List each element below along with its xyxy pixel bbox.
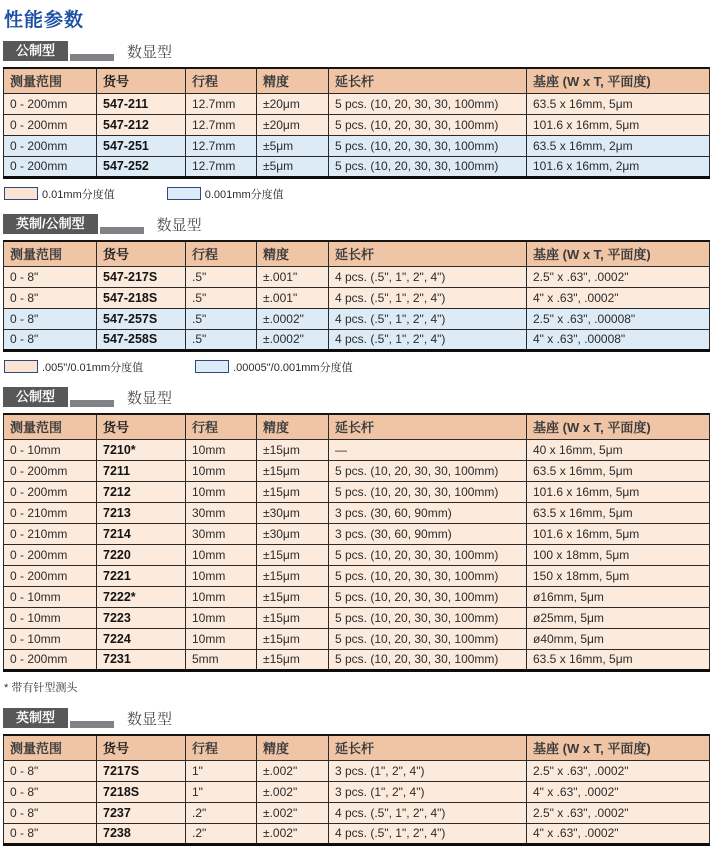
legend-label: 0.01mm分度值 [42,188,115,201]
blue-swatch [195,360,229,373]
table-cell: 150 x 18mm, 5μm [527,566,710,587]
table-cell: 4 pcs. (.5", 1", 2", 4") [329,309,527,330]
table-cell: 63.5 x 16mm, 5μm [527,503,710,524]
table-cell: 10mm [186,482,257,503]
legend-label: 0.001mm分度值 [204,188,284,201]
table-cell: 4" x .63", .00008" [527,330,710,351]
table-row [4,115,710,136]
table-cell: 4" x .63", .0002" [527,824,710,845]
page-title: 性能参数 [4,10,85,31]
table-row [4,524,710,545]
table-cell: ±15μm [257,461,329,482]
table-cell: 2.5" x .63", .0002" [527,803,710,824]
table-body [4,440,710,671]
column-header: 延长杆 [329,414,527,440]
table-cell: 0 - 210mm [4,524,97,545]
type-label: 数显型 [127,711,173,728]
table-cell: 10mm [186,587,257,608]
table-cell: 40 x 16mm, 5μm [527,440,710,461]
header-row [4,68,710,94]
column-header: 精度 [257,68,329,94]
header-row [4,241,710,267]
column-header: 延长杆 [329,241,527,267]
table-cell: 0 - 8" [4,824,97,845]
table-row [4,629,710,650]
table-row [4,94,710,115]
column-header: 测量范围 [4,735,97,761]
order-number-cell: 547-211 [97,94,186,115]
table-cell: ±15μm [257,566,329,587]
table-cell: 3 pcs. (30, 60, 90mm) [329,503,527,524]
column-header: 测量范围 [4,241,97,267]
column-header: 基座 (W x T, 平面度) [527,241,710,267]
type-label: 数显型 [127,44,173,61]
order-number-cell: 7222* [97,587,186,608]
badge-underline-bar [70,721,114,728]
table-cell: ±15μm [257,650,329,671]
legend [4,359,710,374]
table-cell: 5 pcs. (10, 20, 30, 30, 100mm) [329,157,527,178]
table-cell: 0 - 10mm [4,608,97,629]
table-row [4,545,710,566]
table-cell: 4 pcs. (.5", 1", 2", 4") [329,330,527,351]
table-row [4,503,710,524]
column-header: 测量范围 [4,68,97,94]
order-number-cell: 7211 [97,461,186,482]
type-label: 数显型 [156,217,202,234]
table-cell: 63.5 x 16mm, 2μm [527,136,710,157]
table-cell: 10mm [186,629,257,650]
column-header: 基座 (W x T, 平面度) [527,414,710,440]
table-cell: 30mm [186,524,257,545]
table-cell: 0 - 200mm [4,115,97,136]
section-header [3,387,710,407]
table-cell: ø25mm, 5μm [527,608,710,629]
table-body [4,761,710,845]
table-row [4,157,710,178]
section-badge: 英制型 [3,708,68,728]
table-cell: 4 pcs. (.5", 1", 2", 4") [329,824,527,845]
legend-label: .00005"/0.001mm分度值 [233,361,353,374]
table-cell: 10mm [186,608,257,629]
table-cell: 0 - 200mm [4,94,97,115]
table-cell: 101.6 x 16mm, 2μm [527,157,710,178]
legend-label: .005"/0.01mm分度值 [42,361,144,374]
spec-section [3,214,710,374]
order-number-cell: 547-252 [97,157,186,178]
table-cell: 12.7mm [186,94,257,115]
table-cell: 10mm [186,545,257,566]
table-cell: ±.002" [257,761,329,782]
legend-item [4,186,115,202]
header-row [4,735,710,761]
table-cell: 30mm [186,503,257,524]
order-number-cell: 547-258S [97,330,186,351]
table-cell: ±5μm [257,157,329,178]
section-header [3,214,710,234]
table-cell: 63.5 x 16mm, 5μm [527,650,710,671]
order-number-cell: 7218S [97,782,186,803]
table-cell: ±15μm [257,545,329,566]
column-header: 货号 [97,414,186,440]
table-cell: 0 - 8" [4,330,97,351]
table-cell: ±.001" [257,288,329,309]
table-cell: 5 pcs. (10, 20, 30, 30, 100mm) [329,461,527,482]
order-number-cell: 7223 [97,608,186,629]
table-cell: 5 pcs. (10, 20, 30, 30, 100mm) [329,566,527,587]
column-header: 延长杆 [329,68,527,94]
table-cell: ±15μm [257,440,329,461]
table-cell: 12.7mm [186,136,257,157]
order-number-cell: 547-251 [97,136,186,157]
table-cell: 63.5 x 16mm, 5μm [527,461,710,482]
table-cell: 5mm [186,650,257,671]
spec-table [3,240,710,352]
spec-table [3,413,710,672]
legend-item [4,359,143,375]
order-number-cell: 7224 [97,629,186,650]
table-cell: 5 pcs. (10, 20, 30, 30, 100mm) [329,115,527,136]
table-cell: ±.0002" [257,309,329,330]
table-body [4,267,710,351]
header-row [4,414,710,440]
order-number-cell: 7214 [97,524,186,545]
table-cell: 2.5" x .63", .0002" [527,761,710,782]
table-cell: 5 pcs. (10, 20, 30, 30, 100mm) [329,136,527,157]
table-row [4,309,710,330]
table-cell: 4 pcs. (.5", 1", 2", 4") [329,803,527,824]
table-head [4,414,710,440]
spec-table [3,67,710,179]
table-cell: 0 - 200mm [4,136,97,157]
column-header: 基座 (W x T, 平面度) [527,68,710,94]
table-row [4,482,710,503]
table-row [4,650,710,671]
table-cell: .5" [186,288,257,309]
spec-section [3,387,710,695]
table-cell: 5 pcs. (10, 20, 30, 30, 100mm) [329,545,527,566]
column-header: 测量范围 [4,414,97,440]
legend-item [195,359,352,375]
column-header: 精度 [257,414,329,440]
table-cell: 10mm [186,461,257,482]
column-header: 货号 [97,735,186,761]
table-cell: 101.6 x 16mm, 5μm [527,115,710,136]
table-cell: 12.7mm [186,115,257,136]
column-header: 行程 [186,241,257,267]
table-cell: 5 pcs. (10, 20, 30, 30, 100mm) [329,629,527,650]
table-cell: 0 - 200mm [4,650,97,671]
table-cell: 2.5" x .63", .00008" [527,309,710,330]
order-number-cell: 547-212 [97,115,186,136]
table-cell: 1" [186,782,257,803]
order-number-cell: 7217S [97,761,186,782]
table-cell: 4 pcs. (.5", 1", 2", 4") [329,267,527,288]
table-cell: 0 - 200mm [4,545,97,566]
table-cell: 12.7mm [186,157,257,178]
table-row [4,461,710,482]
table-cell: .2" [186,803,257,824]
table-cell: 0 - 200mm [4,461,97,482]
table-cell: — [329,440,527,461]
table-cell: 4" x .63", .0002" [527,288,710,309]
table-row [4,608,710,629]
order-number-cell: 7210* [97,440,186,461]
order-number-cell: 7213 [97,503,186,524]
table-cell: 1" [186,761,257,782]
table-cell: 5 pcs. (10, 20, 30, 30, 100mm) [329,587,527,608]
table-cell: 0 - 200mm [4,482,97,503]
spec-table [3,734,710,846]
table-cell: 4 pcs. (.5", 1", 2", 4") [329,288,527,309]
table-cell: ±15μm [257,587,329,608]
table-row [4,824,710,845]
table-row [4,330,710,351]
table-cell: ±.001" [257,267,329,288]
table-cell: ±5μm [257,136,329,157]
order-number-cell: 547-217S [97,267,186,288]
legend-item [167,186,284,202]
peach-swatch [4,187,38,200]
table-cell: 3 pcs. (1", 2", 4") [329,782,527,803]
table-cell: 0 - 200mm [4,566,97,587]
table-row [4,267,710,288]
spec-section [3,41,710,201]
column-header: 基座 (W x T, 平面度) [527,735,710,761]
section-header [3,41,710,61]
order-number-cell: 7220 [97,545,186,566]
table-head [4,241,710,267]
table-cell: 4" x .63", .0002" [527,782,710,803]
type-label: 数显型 [127,390,173,407]
table-body [4,94,710,178]
table-cell: 0 - 8" [4,267,97,288]
order-number-cell: 7238 [97,824,186,845]
table-cell: 5 pcs. (10, 20, 30, 30, 100mm) [329,608,527,629]
order-number-cell: 7221 [97,566,186,587]
column-header: 货号 [97,68,186,94]
table-cell: 101.6 x 16mm, 5μm [527,482,710,503]
column-header: 行程 [186,735,257,761]
table-cell: ±.002" [257,824,329,845]
table-cell: 0 - 10mm [4,440,97,461]
table-cell: ±15μm [257,608,329,629]
column-header: 行程 [186,68,257,94]
table-cell: 5 pcs. (10, 20, 30, 30, 100mm) [329,650,527,671]
table-row [4,288,710,309]
table-cell: 0 - 8" [4,803,97,824]
section-badge: 公制型 [3,387,68,407]
table-cell: ±.0002" [257,330,329,351]
column-header: 行程 [186,414,257,440]
spec-section [3,708,710,846]
table-cell: 2.5" x .63", .0002" [527,267,710,288]
table-cell: 0 - 8" [4,782,97,803]
table-cell: .5" [186,267,257,288]
table-cell: .5" [186,330,257,351]
order-number-cell: 7237 [97,803,186,824]
table-cell: 0 - 8" [4,761,97,782]
table-cell: .2" [186,824,257,845]
table-cell: 3 pcs. (1", 2", 4") [329,761,527,782]
section-header [3,708,710,728]
sections-container [3,41,710,846]
table-row [4,782,710,803]
column-header: 精度 [257,241,329,267]
table-head [4,68,710,94]
column-header: 延长杆 [329,735,527,761]
table-cell: ±20μm [257,115,329,136]
column-header: 货号 [97,241,186,267]
table-cell: ±.002" [257,782,329,803]
table-row [4,136,710,157]
table-row [4,566,710,587]
table-cell: ø16mm, 5μm [527,587,710,608]
table-cell: ±30μm [257,524,329,545]
table-head [4,735,710,761]
table-cell: ø40mm, 5μm [527,629,710,650]
section-badge: 公制型 [3,41,68,61]
table-row [4,761,710,782]
table-cell: .5" [186,309,257,330]
order-number-cell: 547-257S [97,309,186,330]
table-cell: 0 - 200mm [4,157,97,178]
table-cell: 3 pcs. (30, 60, 90mm) [329,524,527,545]
table-row [4,587,710,608]
order-number-cell: 7212 [97,482,186,503]
table-cell: 63.5 x 16mm, 5μm [527,94,710,115]
table-cell: 10mm [186,440,257,461]
table-cell: ±20μm [257,94,329,115]
table-cell: ±30μm [257,503,329,524]
table-cell: 0 - 8" [4,309,97,330]
table-cell: 5 pcs. (10, 20, 30, 30, 100mm) [329,94,527,115]
table-cell: 0 - 10mm [4,629,97,650]
table-cell: ±15μm [257,482,329,503]
table-row [4,803,710,824]
table-cell: ±.002" [257,803,329,824]
peach-swatch [4,360,38,373]
badge-underline-bar [100,227,144,234]
table-cell: 10mm [186,566,257,587]
order-number-cell: 7231 [97,650,186,671]
blue-swatch [167,187,201,200]
legend [4,186,710,201]
table-cell: 0 - 10mm [4,587,97,608]
table-cell: ±15μm [257,629,329,650]
table-cell: 5 pcs. (10, 20, 30, 30, 100mm) [329,482,527,503]
table-cell: 101.6 x 16mm, 5μm [527,524,710,545]
column-header: 精度 [257,735,329,761]
badge-underline-bar [70,54,114,61]
section-badge: 英制/公制型 [3,214,98,234]
order-number-cell: 547-218S [97,288,186,309]
table-row [4,440,710,461]
table-cell: 0 - 8" [4,288,97,309]
table-cell: 0 - 210mm [4,503,97,524]
footnote: * 带有针型测头 [4,682,78,694]
table-cell: 100 x 18mm, 5μm [527,545,710,566]
badge-underline-bar [70,400,114,407]
